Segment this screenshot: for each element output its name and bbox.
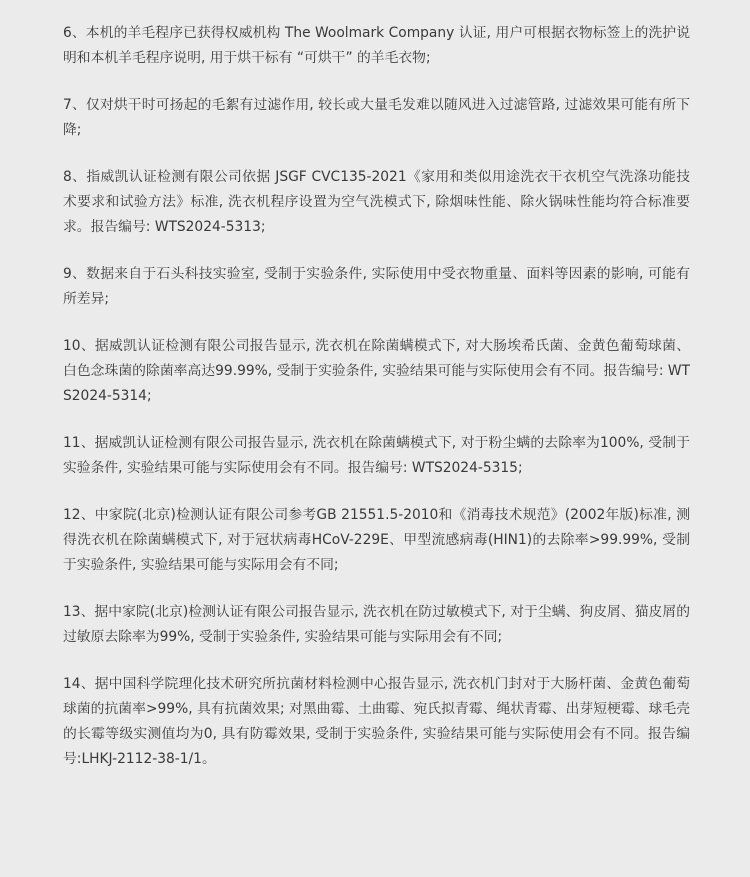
footnote-9: 9、数据来自于石头科技实验室, 受制于实验条件, 实际使用中受衣物重量、面料等因素的影响, 可能有所差异; [63, 266, 690, 307]
footnote-8: 8、指威凯认证检测有限公司依据 JSGF CVC135-2021《家用和类似用途洗衣干衣机空气洗涤功能技术要求和试验方法》标准, 洗衣机程序设置为空气洗模式下, 除烟味性能、除火锅味性能均符合标准要求。报告编号: WTS2024-5313; [63, 169, 690, 235]
footnote-13: 13、据中家院(北京)检测认证有限公司报告显示, 洗衣机在防过敏模式下, 对于尘螨、狗皮屑、猫皮屑的过敏原去除率为99%, 受制于实验条件, 实验结果可能与实际用会有不同; [63, 604, 690, 645]
footnote-14: 14、据中国科学院理化技术研究所抗菌材料检测中心报告显示, 洗衣机门封对于大肠杆菌、金黄色葡萄球菌的抗菌率>99%, 具有抗菌效果; 对黑曲霉、土曲霉、宛氏拟青霉、绳状青霉、出芽短梗霉、球毛壳的长霉等级实测值均为0, 具有防霉效果, 受制于实验条件, 实验结果可能与实际使用会有不同。报告编号:LHKJ-2112-38-1/1。 [63, 676, 690, 767]
footnote-7: 7、仅对烘干时可扬起的毛絮有过滤作用, 较长或大量毛发难以随风进入过滤管路, 过滤效果可能有所下降; [63, 97, 690, 138]
footnote-10: 10、据威凯认证检测有限公司报告显示, 洗衣机在除菌螨模式下, 对大肠埃希氏菌、金黄色葡萄球菌、白色念珠菌的除菌率高达99.99%, 受制于实验条件, 实验结果可能与实际使用会有不同。报告编号: WTS2024-5314; [63, 338, 690, 404]
footnote-11: 11、据威凯认证检测有限公司报告显示, 洗衣机在除菌螨模式下, 对于粉尘螨的去除率为100%, 受制于实验条件, 实验结果可能与实际使用会有不同。报告编号: WTS2024-5315; [63, 435, 690, 476]
footnote-12: 12、中家院(北京)检测认证有限公司参考GB 21551.5-2010和《消毒技术规范》(2002年版)标准, 测得洗衣机在除菌螨模式下, 对于冠状病毒HCoV-229E、甲型流感病毒(HIN1)的去除率>99.99%, 受制于实验条件, 实验结果可能与实际用会有不同; [63, 507, 690, 573]
footnote-6: 6、本机的羊毛程序已获得权威机构 The Woolmark Company 认证, 用户可根据衣物标签上的洗护说明和本机羊毛程序说明, 用于烘干标有 “可烘干” 的羊毛衣物; [63, 25, 690, 66]
